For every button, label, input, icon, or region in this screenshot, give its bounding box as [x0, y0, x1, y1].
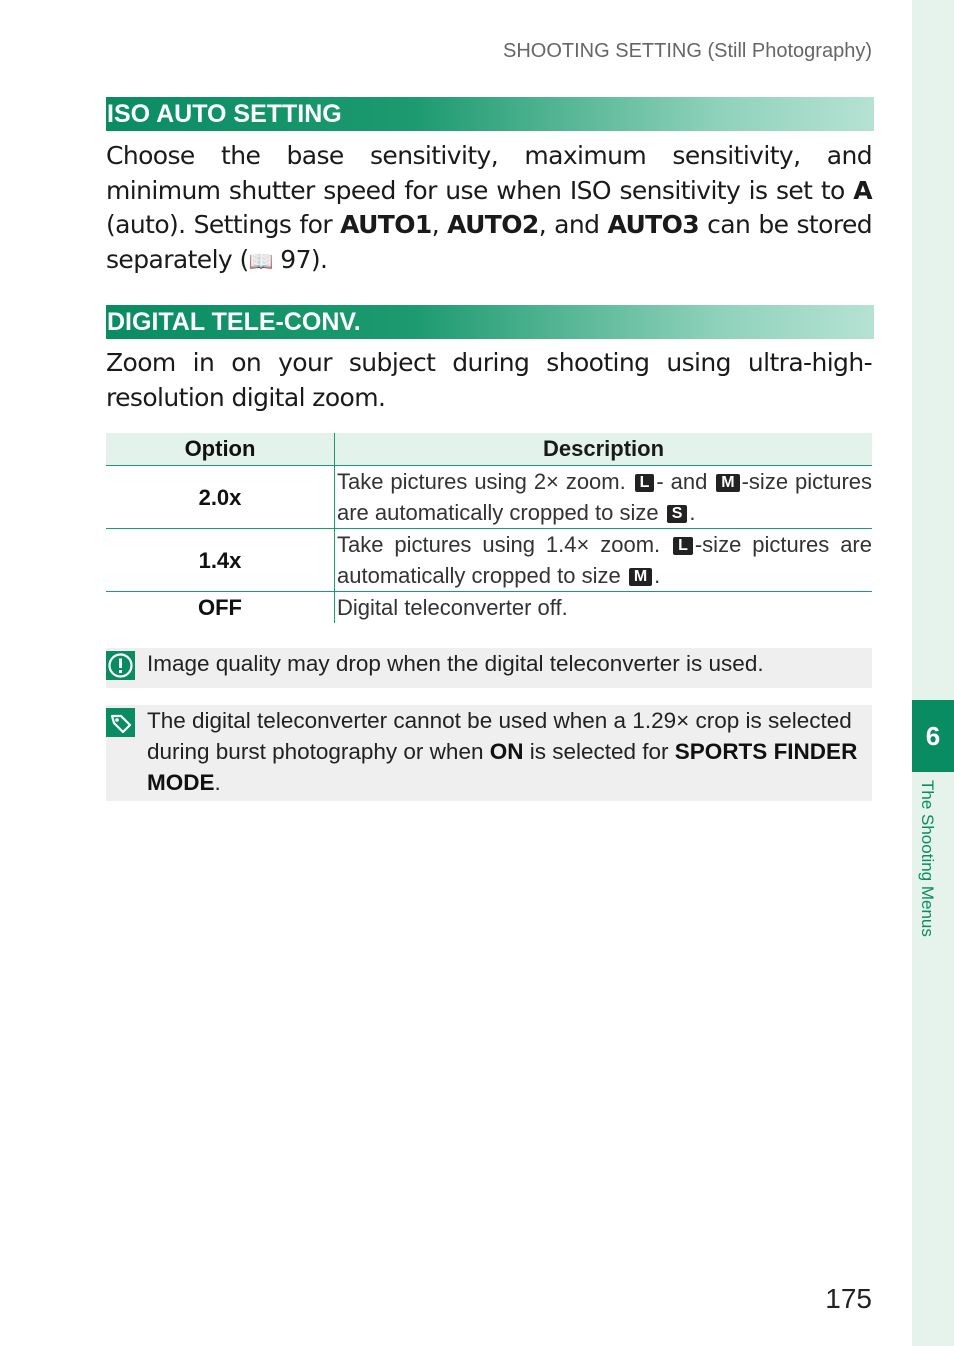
size-l-icon: L: [673, 537, 693, 555]
digital-tele-conv-paragraph: Zoom in on your subject during shooting using ultra-high-resolution digital zoom.: [106, 348, 872, 412]
book-icon: 📖: [248, 248, 273, 273]
description-cell: Digital teleconverter off.: [337, 595, 568, 620]
size-m-icon: M: [629, 568, 652, 586]
auto-glyph: A: [853, 175, 872, 205]
page-number: 175: [825, 1283, 872, 1314]
table-row: [106, 466, 872, 529]
auto2-label: AUTO2: [447, 210, 539, 239]
digital-tele-conv-heading-bar: [106, 305, 874, 339]
description-column-header: Description: [335, 433, 873, 466]
iso-auto-setting-heading-bar: [106, 97, 874, 131]
options-table: [106, 433, 872, 623]
note-box: [106, 705, 872, 801]
table-row: [106, 529, 872, 592]
size-l-icon: L: [635, 474, 655, 492]
caution-icon: [106, 651, 135, 680]
digital-tele-conv-heading: DIGITAL TELE-CONV.: [107, 308, 361, 336]
size-s-icon: S: [667, 505, 688, 523]
option-cell: OFF: [106, 592, 335, 624]
option-column-header: Option: [106, 433, 335, 466]
option-cell: 2.0x: [106, 466, 335, 529]
chapter-title: The Shooting Menus: [918, 780, 937, 937]
on-label: ON: [489, 739, 524, 764]
auto3-label: AUTO3: [607, 210, 700, 239]
auto1-label: AUTO1: [340, 210, 432, 239]
option-cell: 1.4x: [106, 529, 335, 592]
caution-box: [106, 648, 872, 688]
chapter-side-tab: [912, 0, 954, 1346]
page-reference[interactable]: 97).: [272, 244, 328, 274]
note-text: The digital teleconverter cannot be used when a 1.29× crop is selected during burst photography or when ON is selected for SPORTS FINDER MODE.: [147, 708, 858, 795]
sports-finder-mode-label: SPORTS FINDER MODE: [147, 739, 858, 795]
table-header-row: [106, 433, 872, 466]
iso-auto-setting-heading: ISO AUTO SETTING: [107, 100, 342, 128]
table-row: [106, 592, 872, 624]
running-header: SHOOTING SETTING (Still Photography): [503, 40, 872, 62]
description-cell: Take pictures using 2× zoom. L - and M -size pictures are automatically cropped to size S .: [335, 466, 873, 529]
description-cell: Take pictures using 1.4× zoom. L -size pictures are automatically cropped to size M .: [335, 529, 873, 592]
note-icon: [106, 708, 135, 737]
chapter-number-tab[interactable]: 6: [912, 700, 954, 772]
iso-auto-setting-paragraph: Choose the base sensitivity, maximum sensitivity, and minimum shutter speed for use when ISO sensitivity is set to A (auto). Settings for AUTO1, AUTO2, and AUTO3 can be stored separately (📖 97).: [106, 141, 872, 274]
size-m-icon: M: [716, 474, 739, 492]
caution-text: Image quality may drop when the digital teleconverter is used.: [147, 651, 764, 676]
